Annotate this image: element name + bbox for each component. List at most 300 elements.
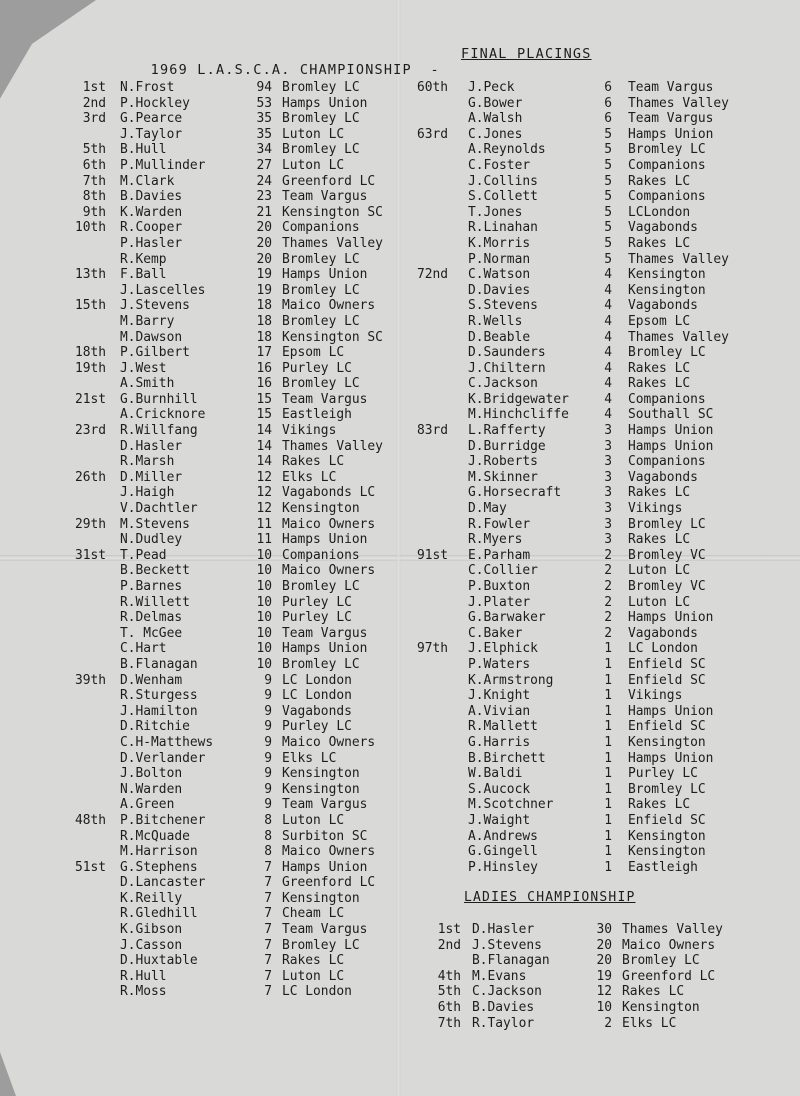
placing-position: 7th: [82, 173, 106, 189]
competitor-name: B.Flanagan: [120, 656, 198, 672]
competitor-name: M.Stevens: [120, 516, 190, 532]
placing-row: [400, 938, 800, 954]
competitor-points: 3: [604, 469, 612, 485]
competitor-points: 10: [256, 610, 272, 626]
competitor-points: 5: [604, 251, 612, 267]
competitor-club: Rakes LC: [628, 485, 691, 501]
placing-row: [0, 407, 400, 423]
placing-row: [400, 330, 800, 346]
competitor-name: G.Bower: [468, 95, 523, 111]
competitor-points: 12: [256, 485, 272, 501]
competitor-club: Vagabonds: [628, 625, 698, 641]
placing-row: [0, 127, 400, 143]
placing-position: 26th: [74, 469, 106, 485]
placing-position: 19th: [74, 360, 106, 376]
placing-row: [0, 205, 400, 221]
competitor-name: V.Dachtler: [120, 501, 198, 517]
competitor-club: Kensington: [628, 828, 706, 844]
competitor-points: 11: [256, 516, 272, 532]
competitor-club: Vagabonds: [282, 703, 352, 719]
placing-row: [400, 641, 800, 657]
placing-row: [0, 953, 400, 969]
left-placings-column: [0, 80, 400, 1000]
competitor-club: Hamps Union: [628, 703, 714, 719]
competitor-points: 2: [604, 1015, 612, 1031]
competitor-name: D.Huxtable: [120, 953, 198, 969]
placing-row: [400, 563, 800, 579]
placing-position: 3rd: [82, 111, 106, 127]
competitor-points: 7: [264, 922, 272, 938]
competitor-points: 10: [256, 656, 272, 672]
competitor-name: K.Gibson: [120, 922, 183, 938]
placing-row: [0, 267, 400, 283]
competitor-name: D.Wenham: [120, 672, 183, 688]
placing-row: [0, 922, 400, 938]
competitor-name: F.Ball: [120, 267, 167, 283]
competitor-points: 8: [264, 812, 272, 828]
competitor-points: 34: [256, 142, 272, 158]
competitor-points: 9: [264, 766, 272, 782]
competitor-name: N.Frost: [120, 80, 175, 95]
competitor-club: Bromley LC: [282, 656, 360, 672]
competitor-name: A.Green: [120, 797, 175, 813]
competitor-name: B.Birchett: [468, 750, 546, 766]
competitor-points: 12: [256, 469, 272, 485]
competitor-name: P.Norman: [468, 251, 531, 267]
competitor-club: Rakes LC: [628, 376, 691, 392]
placing-row: [400, 501, 800, 517]
competitor-club: Maico Owners: [282, 298, 376, 314]
placing-row: [0, 688, 400, 704]
competitor-club: Maico Owners: [282, 734, 376, 750]
competitor-points: 20: [256, 235, 272, 251]
competitor-name: R.Moss: [120, 984, 167, 1000]
competitor-name: G.Pearce: [120, 111, 183, 127]
placing-row: [400, 267, 800, 283]
placing-row: [0, 984, 400, 1000]
competitor-points: 3: [604, 516, 612, 532]
competitor-club: Vagabonds LC: [282, 485, 376, 501]
competitor-club: LC London: [628, 641, 698, 657]
ladies-title: LADIES CHAMPIONSHIP: [464, 890, 636, 905]
competitor-name: B.Davies: [472, 999, 535, 1015]
competitor-points: 10: [256, 594, 272, 610]
placing-row: [0, 813, 400, 829]
competitor-club: Bromley LC: [282, 80, 360, 95]
competitor-name: R.Marsh: [120, 454, 175, 470]
placing-position: 51st: [74, 859, 106, 875]
competitor-club: Hamps Union: [628, 423, 714, 439]
competitor-club: Kensington: [282, 890, 360, 906]
competitor-name: A.Cricknore: [120, 407, 206, 423]
competitor-name: J.Hamilton: [120, 703, 198, 719]
competitor-points: 1: [604, 828, 612, 844]
competitor-points: 9: [264, 672, 272, 688]
competitor-points: 9: [264, 734, 272, 750]
competitor-club: Thames Valley: [628, 95, 729, 111]
competitor-club: Team Vargus: [628, 111, 714, 127]
placing-row: [400, 1016, 800, 1032]
competitor-club: Rakes LC: [282, 953, 345, 969]
competitor-club: Epsom LC: [628, 313, 691, 329]
placing-row: [0, 891, 400, 907]
competitor-points: 6: [604, 80, 612, 95]
competitor-club: Companions: [628, 189, 706, 205]
placing-row: [400, 485, 800, 501]
placing-row: [400, 579, 800, 595]
placing-row: [400, 345, 800, 361]
competitor-points: 3: [604, 501, 612, 517]
placing-row: [0, 938, 400, 954]
competitor-club: Team Vargus: [282, 189, 368, 205]
competitor-points: 1: [604, 781, 612, 797]
competitor-club: Purley LC: [282, 719, 352, 735]
competitor-name: A.Walsh: [468, 111, 523, 127]
competitor-club: Luton LC: [282, 157, 345, 173]
competitor-club: Maico Owners: [282, 563, 376, 579]
placing-position: 18th: [74, 345, 106, 361]
competitor-club: Hamps Union: [628, 610, 714, 626]
competitor-name: W.Baldi: [468, 766, 523, 782]
placing-position: 15th: [74, 298, 106, 314]
competitor-name: J.Casson: [120, 937, 183, 953]
placing-position: 8th: [82, 189, 106, 205]
placing-row: [0, 532, 400, 548]
placing-row: [400, 860, 800, 876]
competitor-points: 9: [264, 750, 272, 766]
competitor-points: 4: [604, 313, 612, 329]
competitor-club: Vikings: [282, 423, 337, 439]
competitor-name: P.Barnes: [120, 579, 183, 594]
competitor-points: 6: [604, 95, 612, 111]
competitor-name: G.Barwaker: [468, 610, 546, 626]
competitor-points: 7: [264, 906, 272, 922]
competitor-name: D.Burridge: [468, 438, 546, 454]
competitor-name: S.Stevens: [468, 298, 538, 314]
placing-row: [0, 376, 400, 392]
competitor-name: M.Dawson: [120, 329, 183, 345]
placing-row: [400, 174, 800, 190]
competitor-club: Maico Owners: [282, 516, 376, 532]
competitor-points: 4: [604, 329, 612, 345]
competitor-club: Kensington: [282, 501, 360, 517]
competitor-name: J.Knight: [468, 688, 531, 704]
competitor-points: 5: [604, 204, 612, 220]
placing-position: 5th: [437, 984, 461, 1000]
competitor-name: J.Waight: [468, 812, 531, 828]
placing-row: [0, 579, 400, 595]
placing-row: [400, 751, 800, 767]
competitor-points: 7: [264, 875, 272, 891]
competitor-club: Kensington SC: [282, 204, 383, 220]
competitor-points: 15: [256, 391, 272, 407]
competitor-points: 7: [264, 859, 272, 875]
competitor-name: N.Dudley: [120, 532, 183, 548]
competitor-club: Hamps Union: [282, 267, 368, 283]
competitor-points: 10: [596, 999, 612, 1015]
placing-position: 60th: [416, 80, 448, 95]
placing-row: [400, 439, 800, 455]
placing-row: [400, 252, 800, 268]
placing-position: 9th: [82, 204, 106, 220]
competitor-club: Surbiton SC: [282, 828, 368, 844]
competitor-club: Team Vargus: [628, 80, 714, 95]
competitor-name: K.Reilly: [120, 890, 183, 906]
competitor-points: 5: [604, 157, 612, 173]
competitor-club: Hamps Union: [628, 126, 714, 142]
placing-row: [400, 283, 800, 299]
competitor-name: T.Jones: [468, 204, 523, 220]
placing-row: [0, 423, 400, 439]
placing-row: [0, 80, 400, 96]
placing-row: [0, 751, 400, 767]
competitor-name: M.Evans: [472, 968, 527, 984]
competitor-club: Rakes LC: [628, 797, 691, 813]
placing-position: 21st: [74, 391, 106, 407]
competitor-club: Rakes LC: [628, 532, 691, 548]
competitor-club: Eastleigh: [628, 859, 698, 875]
placing-row: [400, 595, 800, 611]
competitor-points: 35: [256, 111, 272, 127]
competitor-points: 18: [256, 298, 272, 314]
competitor-club: Hamps Union: [282, 859, 368, 875]
competitor-club: Luton LC: [282, 968, 345, 984]
competitor-club: Enfield SC: [628, 719, 706, 735]
placing-row: [400, 532, 800, 548]
placing-position: 91st: [416, 547, 448, 563]
placing-row: [0, 704, 400, 720]
competitor-points: 18: [256, 329, 272, 345]
competitor-points: 27: [256, 157, 272, 173]
placing-row: [400, 236, 800, 252]
competitor-name: D.Beable: [468, 329, 531, 345]
competitor-points: 4: [604, 360, 612, 376]
competitor-name: D.Ritchie: [120, 719, 190, 735]
competitor-points: 35: [256, 126, 272, 142]
placing-row: [400, 797, 800, 813]
competitor-name: C.Jackson: [468, 376, 538, 392]
competitor-name: A.Andrews: [468, 828, 538, 844]
placing-row: [0, 283, 400, 299]
competitor-points: 7: [264, 984, 272, 1000]
competitor-points: 16: [256, 376, 272, 392]
competitor-points: 11: [256, 532, 272, 548]
competitor-club: Greenford LC: [282, 173, 376, 189]
competitor-points: 2: [604, 579, 612, 594]
competitor-club: Luton LC: [628, 594, 691, 610]
competitor-points: 4: [604, 391, 612, 407]
competitor-points: 1: [604, 859, 612, 875]
placing-row: [400, 844, 800, 860]
competitor-club: LC London: [282, 672, 352, 688]
competitor-points: 4: [604, 345, 612, 361]
competitor-points: 10: [256, 547, 272, 563]
competitor-points: 23: [256, 189, 272, 205]
placing-row: [0, 485, 400, 501]
competitor-points: 21: [256, 204, 272, 220]
competitor-points: 14: [256, 423, 272, 439]
competitor-club: Kensington: [282, 781, 360, 797]
competitor-name: D.Davies: [468, 282, 531, 298]
placing-row: [0, 782, 400, 798]
competitor-points: 7: [264, 890, 272, 906]
placing-row: [400, 704, 800, 720]
competitor-name: J.Bolton: [120, 766, 183, 782]
competitor-club: Bromley LC: [282, 376, 360, 392]
placing-position: 4th: [437, 968, 461, 984]
placing-row: [0, 345, 400, 361]
placing-row: [0, 330, 400, 346]
competitor-points: 9: [264, 703, 272, 719]
competitor-points: 1: [604, 812, 612, 828]
placing-row: [400, 392, 800, 408]
placing-row: [0, 220, 400, 236]
placing-position: 63rd: [416, 126, 448, 142]
competitor-name: M.Skinner: [468, 469, 538, 485]
competitor-club: Greenford LC: [282, 875, 376, 891]
competitor-name: P.Hasler: [120, 235, 183, 251]
placing-position: 7th: [437, 1015, 461, 1031]
competitor-points: 12: [596, 984, 612, 1000]
placing-row: [400, 626, 800, 642]
competitor-club: Luton LC: [282, 812, 345, 828]
competitor-club: Enfield SC: [628, 656, 706, 672]
placing-position: 2nd: [82, 95, 106, 111]
placing-row: [400, 158, 800, 174]
competitor-points: 9: [264, 719, 272, 735]
placing-row: [0, 174, 400, 190]
competitor-club: Vagabonds: [628, 220, 698, 236]
competitor-club: Bromley LC: [282, 142, 360, 158]
competitor-name: R.Cooper: [120, 220, 183, 236]
competitor-name: J.Roberts: [468, 454, 538, 470]
competitor-name: K.Warden: [120, 204, 183, 220]
competitor-points: 19: [256, 282, 272, 298]
placing-row: [0, 610, 400, 626]
competitor-points: 9: [264, 688, 272, 704]
competitor-name: R.McQuade: [120, 828, 190, 844]
competitor-points: 3: [604, 438, 612, 454]
competitor-points: 14: [256, 438, 272, 454]
competitor-name: C.Hart: [120, 641, 167, 657]
competitor-club: Kensington: [628, 844, 706, 860]
competitor-name: R.Delmas: [120, 610, 183, 626]
placing-row: [400, 735, 800, 751]
competitor-club: Vagabonds: [628, 469, 698, 485]
competitor-points: 6: [604, 111, 612, 127]
competitor-club: Bromley LC: [628, 345, 706, 361]
competitor-club: LCLondon: [628, 204, 691, 220]
title-subtitle: FINAL PLACINGS: [461, 46, 592, 62]
placing-row: [0, 361, 400, 377]
placing-row: [400, 205, 800, 221]
placing-position: 6th: [82, 157, 106, 173]
competitor-club: Vikings: [628, 501, 683, 517]
placing-row: [0, 829, 400, 845]
competitor-name: P.Waters: [468, 656, 531, 672]
placing-row: [400, 127, 800, 143]
competitor-points: 12: [256, 501, 272, 517]
placing-row: [0, 766, 400, 782]
competitor-points: 8: [264, 844, 272, 860]
competitor-points: 3: [604, 532, 612, 548]
competitor-name: C.Jones: [468, 126, 523, 142]
placing-row: [400, 361, 800, 377]
competitor-name: C.Baker: [468, 625, 523, 641]
competitor-name: N.Warden: [120, 781, 183, 797]
placing-row: [0, 797, 400, 813]
competitor-name: T.Pead: [120, 547, 167, 563]
competitor-club: Purley LC: [282, 360, 352, 376]
competitor-name: J.Stevens: [120, 298, 190, 314]
competitor-name: D.Saunders: [468, 345, 546, 361]
placing-row: [0, 906, 400, 922]
competitor-name: J.Haigh: [120, 485, 175, 501]
competitor-name: R.Fowler: [468, 516, 531, 532]
competitor-club: Bromley LC: [622, 953, 700, 969]
competitor-club: Bromley LC: [628, 516, 706, 532]
competitor-name: D.Hasler: [472, 922, 535, 937]
placing-row: [400, 220, 800, 236]
placing-row: [400, 719, 800, 735]
placing-row: [400, 953, 800, 969]
competitor-club: Hamps Union: [628, 438, 714, 454]
competitor-club: Maico Owners: [282, 844, 376, 860]
competitor-club: Bromley LC: [282, 251, 360, 267]
placing-row: [0, 969, 400, 985]
competitor-name: G.Gingell: [468, 844, 538, 860]
competitor-name: J.Plater: [468, 594, 531, 610]
competitor-name: D.Lancaster: [120, 875, 206, 891]
competitor-points: 1: [604, 734, 612, 750]
placing-row: [400, 548, 800, 564]
competitor-name: T. McGee: [120, 625, 183, 641]
competitor-points: 20: [256, 220, 272, 236]
competitor-points: 20: [256, 251, 272, 267]
competitor-name: C.Foster: [468, 157, 531, 173]
placing-row: [400, 470, 800, 486]
competitor-points: 1: [604, 656, 612, 672]
placing-position: 13th: [74, 267, 106, 283]
competitor-name: J.Chiltern: [468, 360, 546, 376]
competitor-club: Enfield SC: [628, 812, 706, 828]
competitor-club: Kensington SC: [282, 329, 383, 345]
competitor-club: Kensington: [282, 766, 360, 782]
competitor-points: 2: [604, 610, 612, 626]
competitor-club: Luton LC: [628, 563, 691, 579]
competitor-points: 5: [604, 126, 612, 142]
placing-position: 10th: [74, 220, 106, 236]
competitor-club: Hamps Union: [282, 95, 368, 111]
competitor-points: 1: [604, 641, 612, 657]
competitor-club: Thames Valley: [282, 235, 383, 251]
placing-position: 6th: [437, 999, 461, 1015]
placing-row: [0, 111, 400, 127]
placing-position: 29th: [74, 516, 106, 532]
competitor-name: R.Hull: [120, 968, 167, 984]
placing-row: [0, 673, 400, 689]
competitor-club: Rakes LC: [628, 173, 691, 189]
competitor-name: R.Wells: [468, 313, 523, 329]
competitor-name: S.Collett: [468, 189, 538, 205]
competitor-club: Thames Valley: [282, 438, 383, 454]
competitor-points: 20: [596, 937, 612, 953]
placing-position: 2nd: [437, 937, 461, 953]
placing-row: [0, 454, 400, 470]
placing-row: [400, 1000, 800, 1016]
placing-row: [0, 470, 400, 486]
placing-row: [0, 719, 400, 735]
